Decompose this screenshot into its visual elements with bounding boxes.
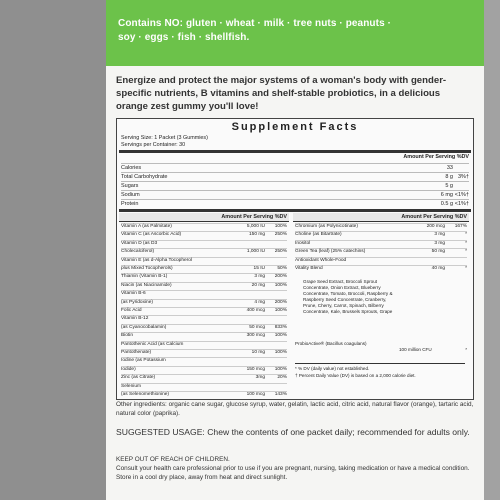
- nutrient-row: [295, 257, 467, 263]
- nutrient-row: [121, 374, 287, 381]
- nutrient-name: plus Mixed Tocopherols): [121, 266, 173, 271]
- probiotic-name: ProbioActive® (Bacillus coagulans): [295, 341, 367, 346]
- package-side-right: [484, 0, 500, 500]
- nutrient-row: [295, 248, 467, 255]
- nutrient-row: [121, 181, 469, 190]
- blend-column: [293, 213, 469, 397]
- nutrient-name: (as Pyridoxine): [121, 299, 153, 305]
- nutrient-name: Antioxidant Whole-Food: [295, 257, 347, 263]
- nutrient-name: Niacin (as Niacinamide): [121, 282, 172, 288]
- nutrient-row: [121, 349, 287, 355]
- nutrient-name: Vitamin B-6: [121, 291, 146, 297]
- nutrient-row: [121, 383, 287, 389]
- supplement-facts-panel: [116, 118, 474, 400]
- nutrient-dv: 100%: [274, 308, 287, 313]
- nutrient-name: Vitamin E (as d-Alpha Tocopherol: [121, 257, 193, 263]
- facts-title: Supplement Facts: [231, 121, 359, 133]
- nutrient-amount: 150 mcg: [246, 366, 265, 372]
- warning-consult: Consult your health care professional prior to use if you are pregnant, nursing, taking medication or have a medical condition.: [116, 465, 470, 472]
- nutrient-name: Choline (as Bitartrate): [295, 232, 342, 238]
- probiotic-dv: *: [465, 347, 467, 352]
- nutrient-row: [121, 223, 287, 229]
- nutrient-row: [295, 231, 467, 238]
- nutrient-name: (as Cyanocobalamin): [121, 324, 167, 330]
- nutrient-dv: 200%: [274, 299, 287, 305]
- nutrient-name: Vitamin C (as Ascorbic Acid): [121, 232, 182, 238]
- vitamins-header-label: Amount Per Serving %DV: [221, 214, 287, 220]
- nutrient-name: Vitamin A (as Palmitate): [121, 224, 172, 229]
- nutrient-name: Biotin: [121, 333, 133, 339]
- nutrient-amount: 50 mg: [431, 249, 445, 255]
- nutrient-dv: 100%: [274, 333, 287, 339]
- nutrient-amount: 300 mcg: [246, 333, 265, 339]
- nutrient-row: [121, 190, 469, 199]
- nutrient-name: Pantothenate): [121, 350, 152, 355]
- nutrient-dv: <1%†: [454, 192, 469, 198]
- nutrient-dv: 20%: [277, 375, 287, 381]
- thick-divider: [119, 150, 471, 153]
- nutrient-dv: *: [465, 249, 467, 255]
- nutrient-dv: *: [465, 232, 467, 238]
- nutrient-amount: 3mg: [255, 375, 265, 381]
- nutrient-amount: 4 mg: [254, 299, 265, 305]
- nutrient-row: [121, 307, 287, 313]
- nutrient-amount: 1,000 IU: [246, 249, 265, 255]
- intro-text: Energize and protect the major systems of a woman's body with gender-specific nutrients, B vitamins and shelf-stable probiotics, in a delicious orange zest gummy you'll love!: [116, 75, 447, 112]
- other-ingredients: Other ingredients: organic cane sugar, glucose syrup, water, gelatin, lactic acid, citric acid, natural flavor (orange), tartaric acid, natural color (paprika).: [116, 401, 474, 417]
- nutrient-name: Vitality Blend: [295, 266, 323, 271]
- nutrient-row: [121, 163, 469, 172]
- nutrient-row: [121, 231, 287, 238]
- nutrient-row: [121, 315, 287, 322]
- footnote-calorie: † Percent Daily Value (DV) is based on a 2,000 calorie diet.: [295, 373, 416, 378]
- nutrient-row: [121, 341, 287, 347]
- nutrient-amount: 20 mg: [251, 282, 265, 288]
- nutrient-dv: 50%: [277, 266, 287, 271]
- nutrient-amount: 100 mcg: [246, 392, 265, 397]
- servings-per-container: Servings per Container: 30: [121, 142, 186, 148]
- nutrient-name: Zinc (as Citrate): [121, 375, 156, 381]
- nutrient-name: Green Tea (leaf) (25% catechins): [295, 249, 366, 255]
- footnote-dv: * % DV (daily value) not established.: [295, 363, 465, 372]
- warning-storage: Store in a cool dry place, away from heat and direct sunlight.: [116, 474, 288, 481]
- nutrient-row: [121, 257, 287, 263]
- nutrient-row: [121, 199, 469, 208]
- nutrient-row: [121, 290, 287, 297]
- package-back-panel: [106, 0, 484, 500]
- nutrient-row: [121, 366, 287, 372]
- nutrient-name: Sugars: [121, 183, 139, 189]
- nutrient-row: [121, 357, 287, 364]
- warning-children: KEEP OUT OF REACH OF CHILDREN.: [116, 456, 230, 463]
- nutrient-name: Selenium: [121, 383, 141, 389]
- nutrient-amount: 3 mg: [434, 232, 445, 238]
- nutrient-row: [121, 299, 287, 305]
- nutrient-name: Vitamin D (as D3: [121, 240, 158, 246]
- nutrient-dv: 200%: [274, 274, 287, 280]
- nutrient-amount: 15 IU: [253, 266, 265, 271]
- nutrient-amount: 40 mg: [431, 266, 445, 271]
- probiotic-amount: 100 million CFU: [399, 347, 432, 352]
- nutrient-name: Protein: [121, 201, 139, 207]
- allergen-line-2: soy · eggs · fish · shellfish.: [118, 32, 250, 43]
- vitamins-column-header: [119, 213, 289, 222]
- allergen-band: [106, 0, 484, 66]
- nutrient-row: [121, 282, 287, 288]
- nutrient-amount: 150 mg: [249, 232, 265, 238]
- nutrient-row: [121, 240, 287, 246]
- thick-divider-2: [119, 209, 471, 212]
- nutrient-dv: 833%: [274, 324, 287, 330]
- nutrient-dv: 143%: [274, 392, 287, 397]
- nutrient-name: Iodine (as Potassium: [121, 358, 166, 364]
- nutrient-name: Iodide): [121, 366, 136, 372]
- nutrient-amount: 8 g: [445, 174, 453, 180]
- nutrient-row: [121, 332, 287, 339]
- allergen-line-1: Contains NO: gluten · wheat · milk · tree nuts · peanuts ·: [118, 18, 392, 29]
- nutrient-row: [121, 248, 287, 255]
- nutrient-amount: 400 mcg: [246, 308, 265, 313]
- nutrient-row: [295, 240, 467, 246]
- nutrient-dv: 167%: [454, 224, 467, 229]
- nutrient-amount: 6 mg: [440, 192, 453, 198]
- nutrient-name: Sodium: [121, 192, 140, 198]
- nutrient-amount: 3 mg: [434, 240, 445, 246]
- vitamins-column: [119, 213, 289, 397]
- blend-ingredients: Grape Seed Extract, Broccoli Sprout Concentrate, Onion Extract, Blueberry Concentrate, Tomato, Broccoli, Raspberry & Raspberry Seed Concentrate, Cranberry, Prune, Cherry, Carrot, Spinach, Bilberry Concentrate, Kale, Brussels Sprouts, Grape: [303, 279, 393, 314]
- nutrient-dv: 250%: [274, 232, 287, 238]
- nutrient-row: [121, 172, 469, 181]
- nutrient-amount: 3 mg: [254, 274, 265, 280]
- nutrient-dv: *: [465, 266, 467, 271]
- blend-column-header: [293, 213, 469, 222]
- nutrient-row: [121, 391, 287, 397]
- nutrient-amount: 10 mg: [251, 350, 265, 355]
- nutrient-name: Calories: [121, 165, 142, 171]
- nutrient-row: [295, 223, 467, 229]
- nutrient-dv: 3%†: [457, 174, 469, 180]
- nutrient-dv: 250%: [274, 249, 287, 255]
- nutrient-dv: 100%: [274, 350, 287, 355]
- nutrient-amount: 50 mcg: [249, 324, 265, 330]
- warnings: [116, 455, 474, 482]
- nutrient-name: Cholecalciferol): [121, 249, 155, 255]
- nutrient-name: (as Selenomethionine): [121, 392, 169, 397]
- blend-header-label: Amount Per Serving %DV: [401, 214, 467, 220]
- nutrient-name: Chromium (as Polynicotinate): [295, 224, 358, 229]
- nutrient-name: Inositol: [295, 240, 311, 246]
- nutrient-name: Total Carbohydrate: [121, 174, 168, 180]
- nutrient-name: Folic Acid: [121, 308, 142, 313]
- nutrient-name: Vitamin B-12: [121, 316, 149, 322]
- serving-size: Serving Size: 1 Packet (3 Gummies): [121, 135, 208, 141]
- nutrient-dv: 100%: [274, 366, 287, 372]
- nutrient-row: [295, 265, 467, 271]
- nutrient-dv: 100%: [274, 224, 287, 229]
- amount-header: Amount Per Serving %DV: [403, 154, 469, 160]
- nutrient-amount: 5 g: [445, 183, 453, 189]
- suggested-usage: SUGGESTED USAGE: Chew the contents of one packet daily; recommended for adults only.: [116, 427, 470, 437]
- nutrient-row: [121, 265, 287, 271]
- nutrient-amount: 0.5 g: [440, 201, 453, 207]
- nutrient-row: [121, 324, 287, 330]
- nutrient-amount: 200 mcg: [426, 224, 445, 229]
- nutrient-row: [121, 273, 287, 280]
- package-side-left: [0, 0, 106, 500]
- nutrient-dv: *: [465, 240, 467, 246]
- nutrient-amount: 5,000 IU: [246, 224, 265, 229]
- nutrient-name: Thiamin (Vitamin B-1): [121, 274, 168, 280]
- nutrient-dv: 100%: [274, 282, 287, 288]
- nutrient-amount: 33: [446, 165, 453, 171]
- nutrient-dv: <1%†: [454, 201, 469, 207]
- nutrient-name: Pantothenic Acid (as Calcium: [121, 341, 184, 347]
